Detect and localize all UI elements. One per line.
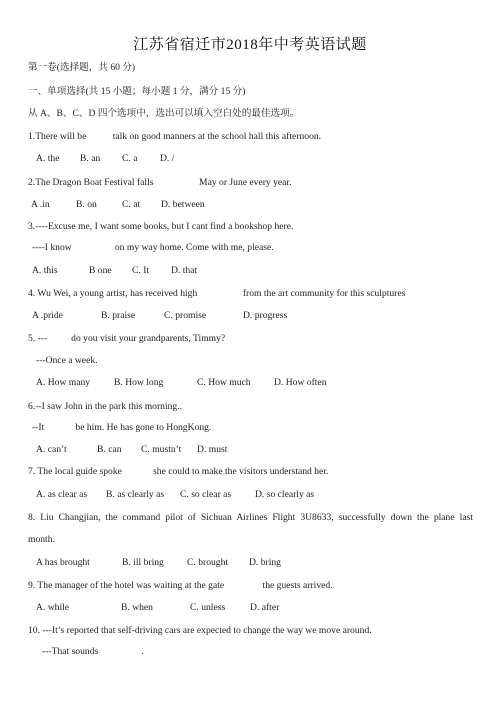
question-7-stem: 7. The local guide spoke she could to make the visitors understand her. <box>28 466 329 477</box>
option-b: B. when <box>121 602 153 613</box>
option-b: B. praise <box>101 310 136 321</box>
option-a: A. this <box>32 265 58 276</box>
question-4-stem: 4. Wu Wei, a young artist, has received high from the art community for this sculptures <box>28 288 406 299</box>
option-c: C. brought <box>187 557 229 568</box>
option-d: D. after <box>250 602 280 613</box>
option-b: B. on <box>76 199 97 210</box>
option-a: A. How many <box>36 377 91 388</box>
option-b: B. an <box>80 153 101 164</box>
option-c: C. It <box>132 265 150 276</box>
question-10-response: ---That sounds . <box>42 646 144 657</box>
option-b: B. How long <box>114 377 164 388</box>
question-3-stem: 3.----Excuse me, I want some books, but I cant find a bookshop here. <box>28 221 294 232</box>
option-d: D. between <box>161 199 205 210</box>
option-c: C. so clear as <box>180 489 232 500</box>
option-b: B. as clearly as <box>106 489 165 500</box>
question-2-stem: 2.The Dragon Boat Festival falls May or June every year. <box>28 177 292 188</box>
option-a: A has brought <box>36 557 90 568</box>
section-header: 第一卷(选择题，共 60 分) <box>28 62 136 73</box>
question-8-stem: 8. Liu Changjian, the command pilot of Sichuan Airlines Flight 3U8633, successfully down the plane last <box>28 512 473 523</box>
option-d: D. / <box>160 153 175 164</box>
option-c: C. promise <box>164 310 207 321</box>
page-title: 江苏省宿迁市2018年中考英语试题 <box>133 37 367 53</box>
option-a: A. as clear as <box>36 489 88 500</box>
part-header: 一、单项选择(共 15 小题；每小题 1 分，满分 15 分) <box>28 86 246 97</box>
question-6-stem: 6.--I saw John in the park this morning.. <box>28 401 183 412</box>
option-c: C. a <box>122 153 138 164</box>
option-c: C. How much <box>197 377 251 388</box>
option-d: D. bring <box>249 557 281 568</box>
question-8-continuation: month. <box>28 534 55 545</box>
option-a: A .pride <box>32 310 63 321</box>
option-b: B. ill bring <box>122 557 164 568</box>
option-c: C. at <box>122 199 141 210</box>
option-d: D. progress <box>243 310 288 321</box>
question-3-response: ----I know on my way home. Come with me, please. <box>32 242 274 253</box>
question-1-stem: 1.There will be talk on good manners at the school hall this afternoon. <box>28 131 322 142</box>
question-10-stem: 10. ---It’s reported that self-driving cars are expected to change the way we move around. <box>28 625 372 636</box>
option-c: C. mustn’t <box>141 444 182 455</box>
option-d: D. How often <box>274 377 327 388</box>
option-a: A. while <box>36 602 70 613</box>
option-d: D. must <box>197 444 228 455</box>
option-d: D. that <box>171 265 198 276</box>
instruction-text: 从 A、B、C、D 四个选项中，选出可以填入空白处的最佳选项。 <box>28 108 300 119</box>
option-c: C. unless <box>190 602 226 613</box>
option-a: A. can’t <box>36 444 67 455</box>
question-6-response: --It be him. He has gone to HongKong. <box>32 422 212 433</box>
question-5-stem: 5. --- do you visit your grandparents, Timmy? <box>28 333 226 344</box>
question-9-stem: 9. The manager of the hotel was waiting at the gate the guests arrived. <box>28 580 333 591</box>
option-d: D. so clearly as <box>255 489 315 500</box>
option-b: B one <box>89 265 112 276</box>
option-a: A. the <box>36 153 60 164</box>
option-b: B. can <box>97 444 122 455</box>
question-5-response: ---Once a week. <box>36 355 98 366</box>
option-a: A .in <box>31 199 50 210</box>
